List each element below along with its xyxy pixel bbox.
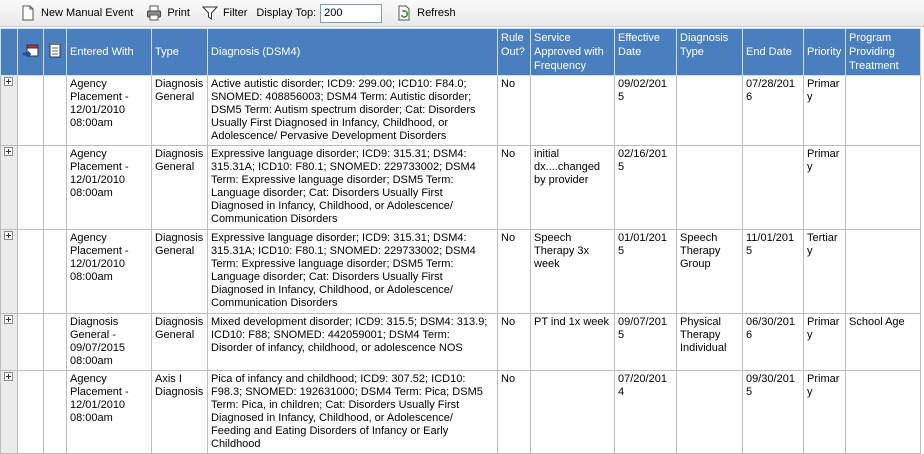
program-cell [846, 230, 921, 314]
end-date-cell: 06/30/2016 [743, 314, 804, 371]
notes-icon-column-header[interactable] [44, 29, 67, 76]
column-header-effective-date[interactable]: Effective Date [615, 29, 677, 76]
notes-cell [44, 146, 67, 230]
events-cell [18, 76, 44, 146]
column-header-diagnosis-type[interactable]: Diagnosis Type [677, 29, 743, 76]
diagnosis-cell: Pica of infancy and childhood; ICD9: 307.52; ICD10: F98.3; SNOMED: 192631000; DSM4 Term: Pica; DSM5 Term: Pica, in children; Cat: Disorders Usually First Diagnosed in Infancy, Childhood, or Adolescence/ Feeding and Eating Disorders of Infancy or Early Childhood [208, 371, 498, 454]
end-date-cell: 07/28/2016 [743, 76, 804, 146]
diagnosis-type-cell: Physical Therapy Individual [677, 314, 743, 371]
new-document-icon [20, 5, 36, 21]
service-cell [531, 76, 615, 146]
diagnosis-cell: Mixed development disorder; ICD9: 315.5; DSM4: 313.9; ICD10: F88; SNOMED: 442059001; DSM4 Term: Disorder of infancy, childhood, or adolescence NOS [208, 314, 498, 371]
column-header-rule-out[interactable]: Rule Out? [498, 29, 531, 76]
calendar-arrow-icon [22, 42, 40, 58]
service-cell: initial dx....changed by provider [531, 146, 615, 230]
type-cell: Diagnosis General [152, 230, 208, 314]
table-row[interactable] [1, 314, 921, 371]
entered-with-cell: Diagnosis General - 09/07/2015 08:00am [67, 314, 152, 371]
priority-cell: Primary [804, 76, 846, 146]
priority-cell: Primary [804, 371, 846, 454]
events-icon-column-header[interactable] [18, 29, 44, 76]
priority-cell: Primary [804, 314, 846, 371]
expand-icon[interactable] [4, 147, 13, 156]
events-cell [18, 314, 44, 371]
priority-cell: Primary [804, 146, 846, 230]
rule-out-cell: No [498, 371, 531, 454]
display-top-control [256, 4, 382, 23]
expand-cell [1, 314, 18, 371]
program-cell [846, 371, 921, 454]
expand-column-header [1, 29, 18, 76]
type-cell: Diagnosis General [152, 76, 208, 146]
effective-date-cell: 02/16/2015 [615, 146, 677, 230]
service-cell: PT ind 1x week [531, 314, 615, 371]
events-cell [18, 146, 44, 230]
printer-icon [146, 5, 162, 21]
notes-cell [44, 76, 67, 146]
entered-with-cell: Agency Placement - 12/01/2010 08:00am [67, 76, 152, 146]
entered-with-cell: Agency Placement - 12/01/2010 08:00am [67, 146, 152, 230]
priority-cell: Tertiary [804, 230, 846, 314]
effective-date-cell: 01/01/2015 [615, 230, 677, 314]
effective-date-cell: 07/20/2014 [615, 371, 677, 454]
new-manual-event-button[interactable] [20, 5, 133, 21]
display-top-label: Display Top: [256, 7, 317, 19]
column-header-type[interactable]: Type [152, 29, 208, 76]
diagnosis-type-cell [677, 146, 743, 230]
table-row[interactable] [1, 76, 921, 146]
notes-cell [44, 371, 67, 454]
expand-icon[interactable] [4, 315, 13, 324]
print-button[interactable] [146, 5, 190, 21]
entered-with-cell: Agency Placement - 12/01/2010 08:00am [67, 230, 152, 314]
column-header-entered-with[interactable]: Entered With [67, 29, 152, 76]
program-cell: School Age [846, 314, 921, 371]
expand-cell [1, 76, 18, 146]
expand-cell [1, 230, 18, 314]
filter-label: Filter [222, 7, 248, 19]
refresh-icon [396, 5, 412, 21]
expand-cell [1, 146, 18, 230]
diagnosis-cell: Active autistic disorder; ICD9: 299.00; ICD10: F84.0; SNOMED: 408856003; DSM4 Term: Autistic disorder; DSM5 Term: Autism spectrum disorder; Cat: Disorders Usually First Diagnosed in Infancy, Childhood, or Adolescence/ Pervasive Development Disorders [208, 76, 498, 146]
end-date-cell [743, 146, 804, 230]
effective-date-cell: 09/07/2015 [615, 314, 677, 371]
header-row [1, 29, 921, 76]
rule-out-cell: No [498, 146, 531, 230]
table-row[interactable] [1, 371, 921, 454]
service-cell [531, 371, 615, 454]
end-date-cell: 09/30/2015 [743, 371, 804, 454]
type-cell: Diagnosis General [152, 314, 208, 371]
rule-out-cell: No [498, 230, 531, 314]
diagnosis-cell: Expressive language disorder; ICD9: 315.31; DSM4: 315.31A; ICD10: F80.1; SNOMED: 229733002; DSM4 Term: Expressive language disorder; DSM5 Term: Language disorder; Cat: Disorders Usually First Diagnosed in Infancy, Childhood, or Adolescence/ Communication Disorders [208, 230, 498, 314]
refresh-button[interactable] [396, 5, 456, 21]
column-header-end-date[interactable]: End Date [743, 29, 804, 76]
rule-out-cell: No [498, 76, 531, 146]
diagnosis-type-cell: Speech Therapy Group [677, 230, 743, 314]
type-cell: Axis I Diagnosis [152, 371, 208, 454]
notes-cell [44, 314, 67, 371]
expand-icon[interactable] [4, 372, 13, 381]
service-cell: Speech Therapy 3x week [531, 230, 615, 314]
expand-cell [1, 371, 18, 454]
table-row[interactable] [1, 146, 921, 230]
print-label: Print [167, 7, 190, 19]
expand-icon[interactable] [4, 77, 13, 86]
expand-icon[interactable] [4, 231, 13, 240]
column-header-service[interactable]: Service Approved with Frequency [531, 29, 615, 76]
table-row[interactable] [1, 230, 921, 314]
program-cell [846, 146, 921, 230]
type-cell: Diagnosis General [152, 146, 208, 230]
column-header-program[interactable]: Program Providing Treatment [846, 29, 921, 76]
diagnosis-type-cell [677, 76, 743, 146]
notes-cell [44, 230, 67, 314]
events-cell [18, 371, 44, 454]
diagnosis-grid [0, 28, 921, 454]
filter-button[interactable] [202, 5, 247, 21]
diagnosis-type-cell [677, 371, 743, 454]
display-top-input[interactable] [320, 4, 382, 23]
toolbar [0, 0, 924, 27]
program-cell [846, 76, 921, 146]
column-header-priority[interactable]: Priority [804, 29, 846, 76]
column-header-diagnosis[interactable]: Diagnosis (DSM4) [208, 29, 498, 76]
filter-icon [202, 5, 218, 21]
rule-out-cell: No [498, 314, 531, 371]
entered-with-cell: Agency Placement - 12/01/2010 08:00am [67, 371, 152, 454]
new-manual-event-label: New Manual Event [41, 7, 134, 19]
effective-date-cell: 09/02/2015 [615, 76, 677, 146]
refresh-label: Refresh [417, 7, 456, 19]
diagnosis-cell: Expressive language disorder; ICD9: 315.31; DSM4: 315.31A; ICD10: F80.1; SNOMED: 229733002; DSM4 Term: Expressive language disorder; DSM5 Term: Language disorder; Cat: Disorders Usually First Diagnosed in Infancy, Childhood, or Adolescence/ Communication Disorders [208, 146, 498, 230]
end-date-cell: 11/01/2015 [743, 230, 804, 314]
notepad-icon [48, 42, 62, 58]
events-cell [18, 230, 44, 314]
